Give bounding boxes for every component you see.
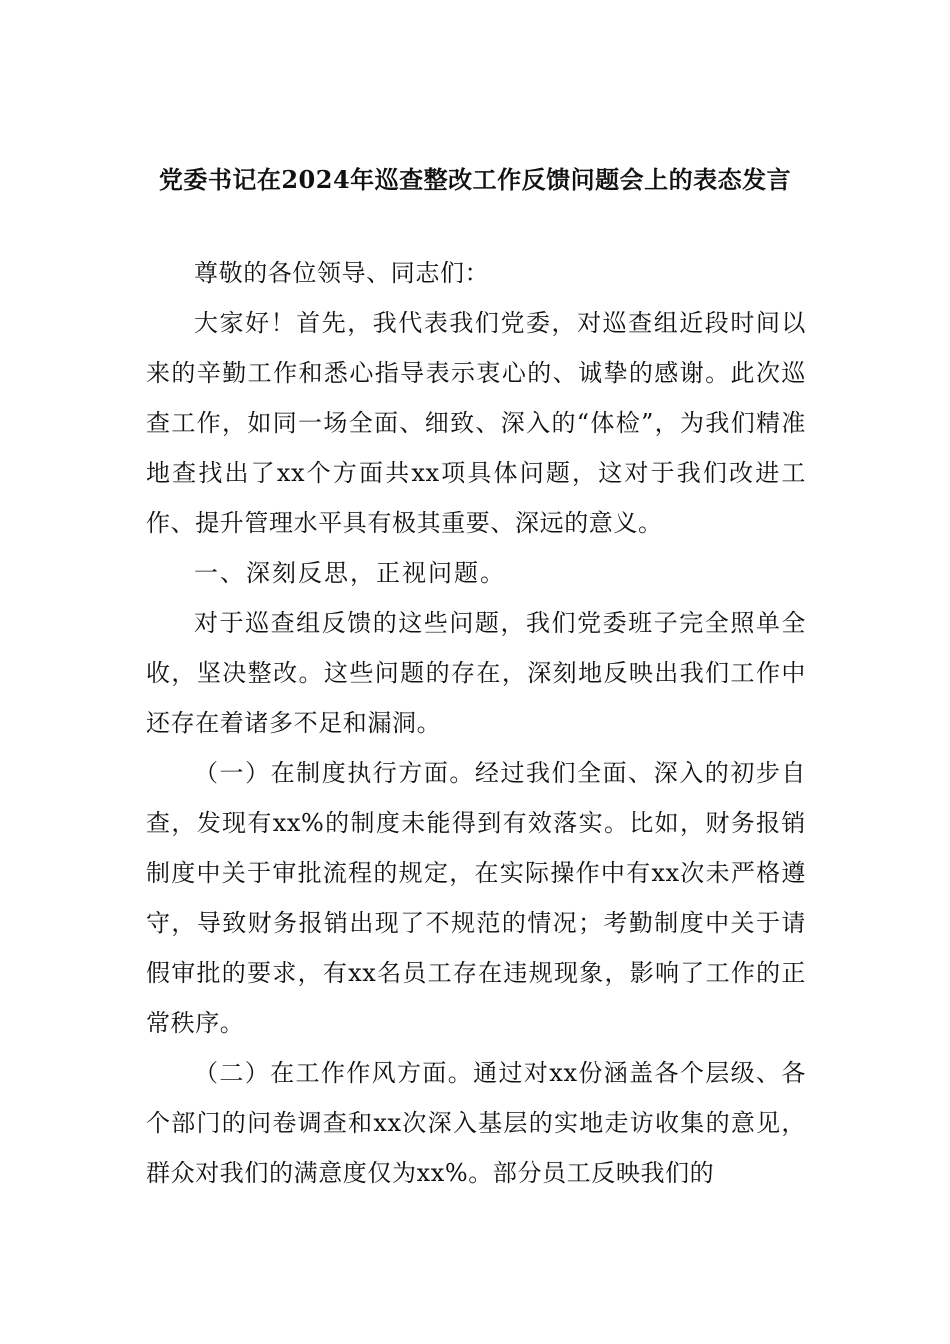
paragraph-opening: 大家好！首先，我代表我们党委，对巡查组近段时间以来的辛勤工作和悉心指导表示衷心的、诚挚的感谢。此次巡查工作，如同一场全面、细致、深入的“体检”，为我们精准地查找出了xx个方面共xx项具体问题，这对于我们改进工作、提升管理水平具有极其重要、深远的意义。 [146, 309, 806, 537]
paragraph-work-style: （二）在工作作风方面。通过对xx份涵盖各个层级、各个部门的问卷调查和xx次深入基层的实地走访收集的意见，群众对我们的满意度仅为xx%。部分员工反映我们的 [146, 1059, 806, 1187]
document-title: 党委书记在2024年巡查整改工作反馈问题会上的表态发言 [158, 165, 792, 194]
paragraph-system-execution: （一）在制度执行方面。经过我们全面、深入的初步自查，发现有xx%的制度未能得到有效落实。比如，财务报销制度中关于审批流程的规定，在实际操作中有xx次未严格遵守，导致财务报销出现了不规范的情况；考勤制度中关于请假审批的要求，有xx名员工存在违规现象，影响了工作的正常秩序。 [146, 759, 806, 1037]
section-heading: 一、深刻反思，正视问题。 [194, 559, 506, 587]
document-body [146, 248, 806, 1198]
paragraph-reflection: 对于巡查组反馈的这些问题，我们党委班子完全照单全收，坚决整改。这些问题的存在，深刻地反映出我们工作中还存在着诸多不足和漏洞。 [146, 609, 806, 737]
salutation: 尊敬的各位领导、同志们： [194, 259, 490, 287]
